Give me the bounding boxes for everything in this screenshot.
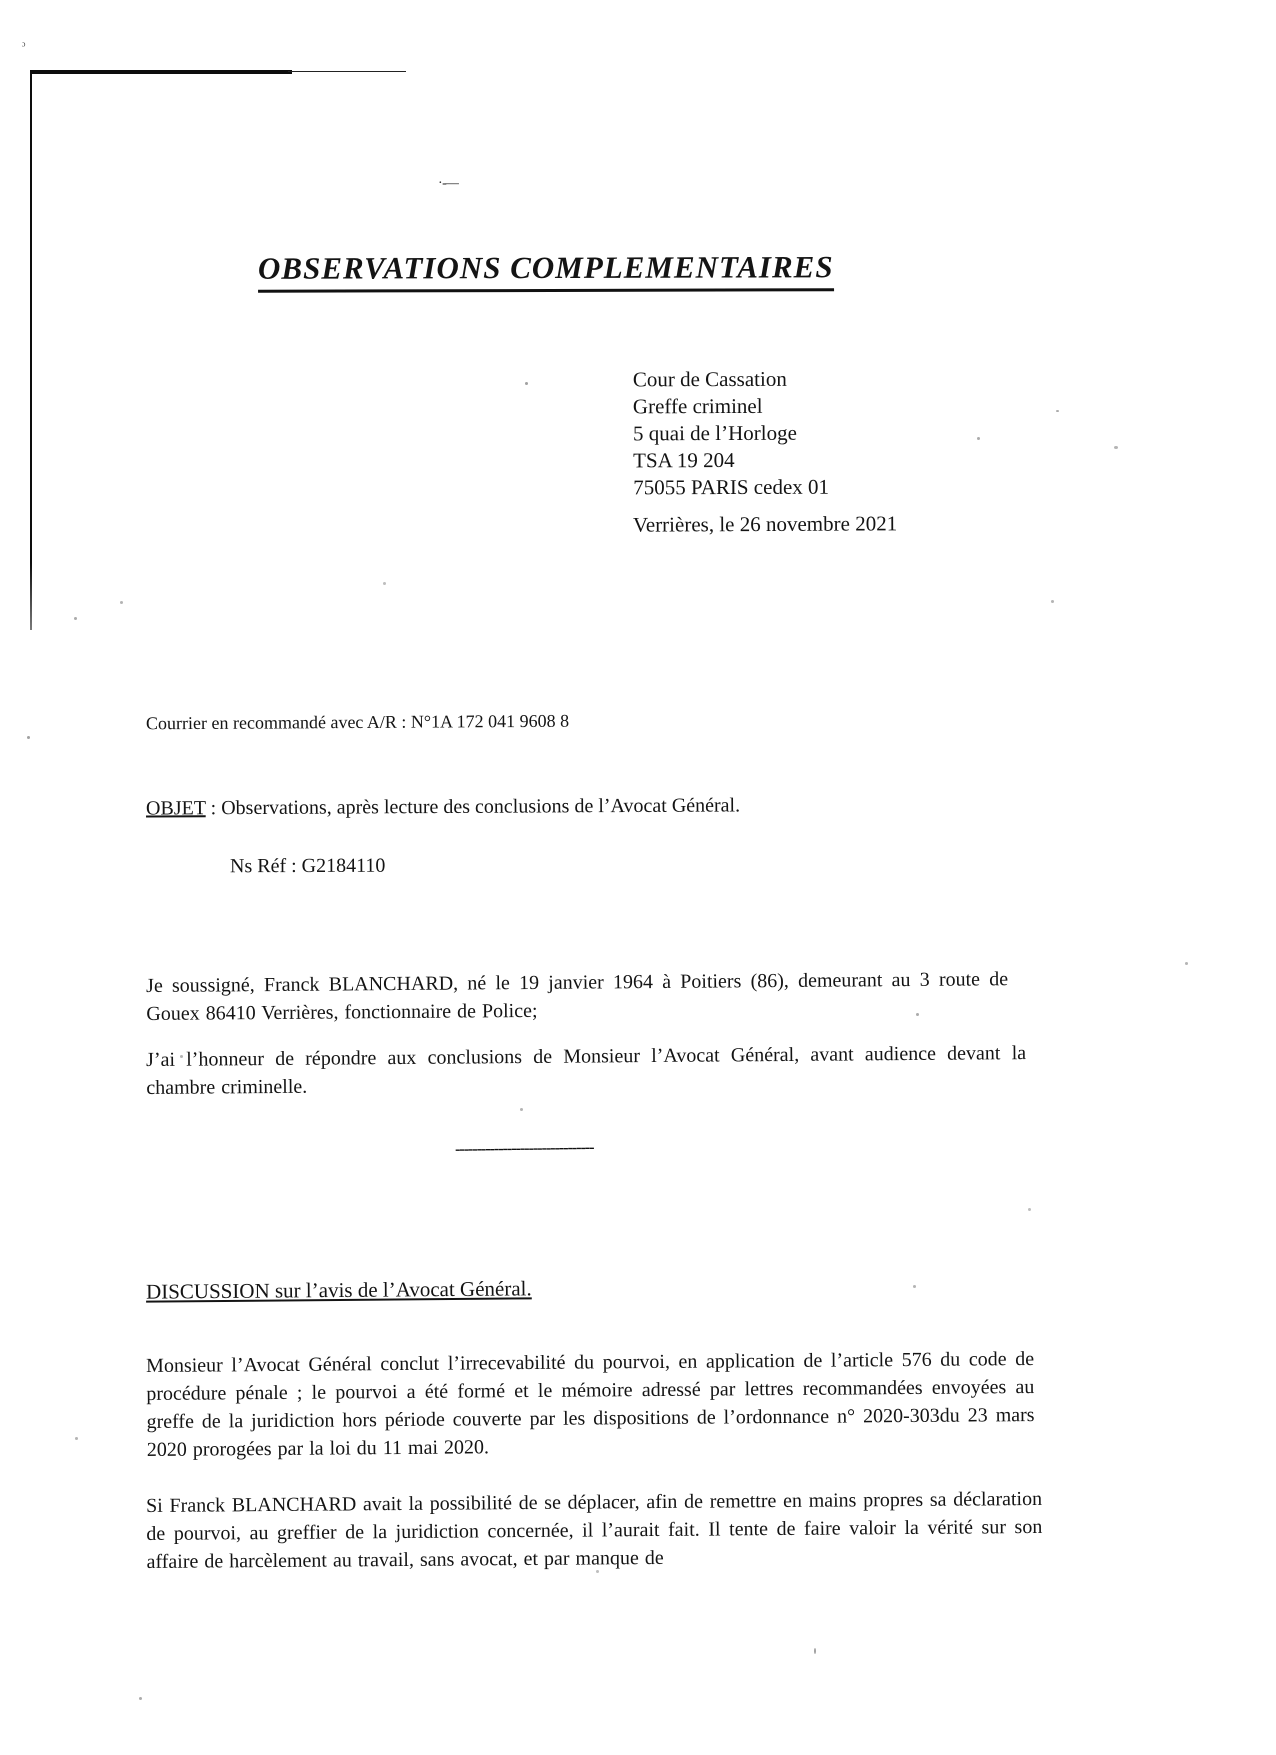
paragraph-identity: Je soussigné, Franck BLANCHARD, né le 19 janvier 1964 à Poitiers (86), demeurant au 3 route de Gouex 86410 Verrières, fonctionnaire de Police; <box>146 968 1009 1025</box>
dashed-separator: -------------------------------- <box>454 1139 594 1158</box>
paragraph-discussion-1: Monsieur l’Avocat Général conclut l’irrecevabilité du pourvoi, en application de l’article 576 du code de procédure pénale ; le pourvoi a été formé et le mémoire adressé par lettres recommandées envoyées au greffe de la juridiction hors période couverte par les dispositions de l’ordonnance n° 2020-303du 23 mars 2020 prorogées par la loi du 11 mai 2020. <box>146 1348 1035 1461</box>
registered-mail-line: Courrier en recommandé avec A/R : N°1A 172 041 9608 8 <box>145 710 570 734</box>
scan-dash-mark: · -— <box>438 176 457 191</box>
recipient-address-block <box>633 366 829 502</box>
subject-text: Observations, après lecture des conclusions de l’Avocat Général. <box>221 794 741 820</box>
discussion-heading: DISCUSSION sur l’avis de l’Avocat Général. <box>145 1276 532 1304</box>
recipient-line-4: TSA 19 204 <box>633 447 735 473</box>
document-title: OBSERVATIONS COMPLEMENTAIRES <box>258 249 834 293</box>
date-line: Verrières, le 26 novembre 2021 <box>632 511 898 537</box>
recipient-line-3: 5 quai de l’Horloge <box>632 420 797 446</box>
subject-line <box>146 794 740 820</box>
recipient-line-2: Greffe criminel <box>632 393 763 419</box>
paragraph-purpose: J’ai l’honneur de répondre aux conclusions de Monsieur l’Avocat Général, avant audience devant la chambre criminelle. <box>146 1042 1027 1099</box>
subject-label: OBJET <box>145 797 206 820</box>
scan-curl-mark: ᵓ <box>22 38 26 53</box>
reference-line: Ns Réf : G2184110 <box>229 854 386 878</box>
scan-border-vertical <box>30 72 32 630</box>
scan-border-horizontal-thick <box>30 70 292 74</box>
subject-separator: : <box>205 797 222 820</box>
scan-border-horizontal-thin <box>288 71 406 72</box>
recipient-line-5: 75055 PARIS cedex 01 <box>633 474 830 500</box>
paragraph-discussion-2: Si Franck BLANCHARD avait la possibilité de se déplacer, afin de remettre en mains propres sa déclaration de pourvoi, au greffier de la juridiction concernée, il l’aurait fait. Il tente de faire valoir la vérité sur son affaire de harcèlement au travail, sans avocat, et par manque de <box>146 1487 1043 1573</box>
recipient-line-1: Cour de Cassation <box>632 366 787 392</box>
